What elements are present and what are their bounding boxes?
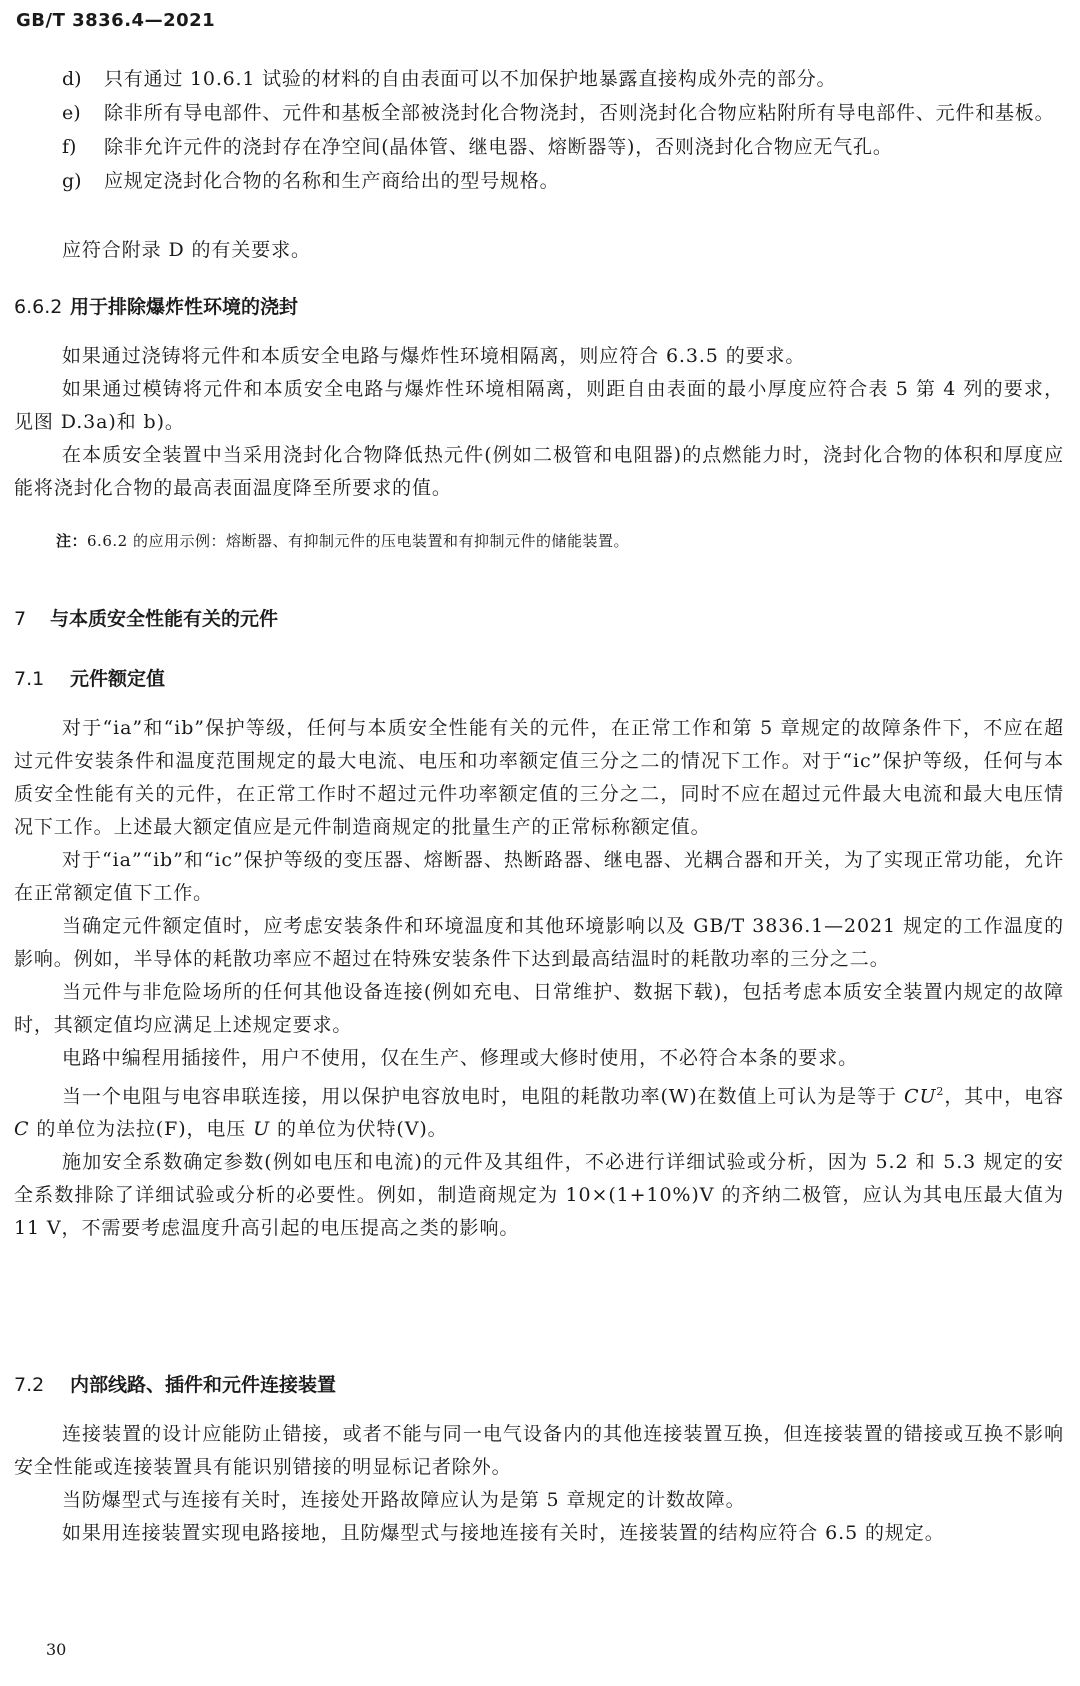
- paragraph: 施加安全系数确定参数(例如电压和电流)的元件及其组件，不必进行详细试验或分析，因为 5.2 和 5.3 规定的安全系数排除了详细试验或分析的必要性。例如，制造商规定为 10×(1+10%)V 的齐纳二极管，应认为其电压最大值为 11 V，不需要考虑温度升高引起的电压提高之类的影响。: [14, 1151, 1064, 1240]
- list-item-text: 应规定浇封化合物的名称和生产商给出的型号规格。: [104, 170, 560, 192]
- formula-text: 的单位为伏特(V)。: [270, 1118, 448, 1141]
- requirements-list: [56, 62, 1056, 198]
- paragraph: 电路中编程用插接件，用户不使用，仅在生产、修理或大修时使用，不必符合本条的要求。: [62, 1047, 859, 1069]
- section-heading-7-2: [14, 1372, 336, 1398]
- section-heading-7: [14, 606, 278, 632]
- list-marker: d): [62, 68, 82, 90]
- list-marker: e): [62, 102, 81, 124]
- section-7-1-body: [14, 712, 1064, 1245]
- section-number: 7: [14, 608, 27, 630]
- list-item: [56, 164, 1056, 198]
- paragraph: 连接装置的设计应能防止错接，或者不能与同一电气设备内的其他连接装置互换，但连接装置的错接或互换不影响安全性能或连接装置具有能识别错接的明显标记者除外。: [14, 1423, 1064, 1478]
- section-title: 与本质安全性能有关的元件: [50, 608, 279, 630]
- formula-text: 当一个电阻与电容串联连接，用以保护电容放电时，电阻的耗散功率(W)在数值上可认为是等于: [62, 1085, 905, 1108]
- formula-paragraph: [14, 1075, 1064, 1146]
- standard-code-header: GB/T 3836.4—2021: [16, 10, 216, 31]
- section-6-6-2-body: [14, 340, 1064, 505]
- annex-reference: 应符合附录 D 的有关要求。: [62, 239, 311, 261]
- list-item-text: 只有通过 10.6.1 试验的材料的自由表面可以不加保护地暴露直接构成外壳的部分。: [104, 68, 837, 90]
- section-heading-7-1: [14, 666, 165, 692]
- list-item: [56, 130, 1056, 164]
- note-text: 6.6.2 的应用示例：熔断器、有抑制元件的压电装置和有抑制元件的储能装置。: [87, 532, 629, 550]
- paragraph: 对于“ia”和“ib”保护等级，任何与本质安全性能有关的元件，在正常工作和第 5 章规定的故障条件下，不应在超过元件安装条件和温度范围规定的最大电流、电压和功率额定值三分之二的情况下工作。对于“ic”保护等级，任何与本质安全性能有关的元件，在正常工作时不超过元件功率额定值的三分之二，同时不应在超过元件最大电流和最大电压情况下工作。上述最大额定值应是元件制造商规定的批量生产的正常标称额定值。: [14, 717, 1064, 838]
- page-number: 30: [46, 1640, 67, 1659]
- formula-text: ，其中，电容: [944, 1085, 1065, 1108]
- note-label: 注：: [56, 532, 88, 550]
- paragraph: 当元件与非危险场所的任何其他设备连接(例如充电、日常维护、数据下载)，包括考虑本质安全装置内规定的故障时，其额定值均应满足上述规定要求。: [14, 981, 1064, 1036]
- paragraph: 如果通过模铸将元件和本质安全电路与爆炸性环境相隔离，则距自由表面的最小厚度应符合表 5 第 4 列的要求，见图 D.3a)和 b)。: [14, 378, 1064, 433]
- paragraph: 当确定元件额定值时，应考虑安装条件和环境温度和其他环境影响以及 GB/T 3836.1—2021 规定的工作温度的影响。例如，半导体的耗散功率应不超过在特殊安装条件下达到最高结温时的耗散功率的三分之二。: [14, 915, 1064, 970]
- list-item: [56, 96, 1056, 130]
- section-title: 用于排除爆炸性环境的浇封: [70, 296, 299, 318]
- list-item-text: 除非所有导电部件、元件和基板全部被浇封化合物浇封，否则浇封化合物应粘附所有导电部件、元件和基板。: [104, 102, 1055, 124]
- formula-text: 的单位为法拉(F)，电压: [29, 1118, 254, 1141]
- section-7-2-body: [14, 1418, 1064, 1550]
- paragraph: 对于“ia”“ib”和“ic”保护等级的变压器、熔断器、热断路器、继电器、光耦合器和开关，为了实现正常功能，允许在正常额定值下工作。: [14, 849, 1064, 904]
- section-heading-6-6-2: [14, 294, 298, 320]
- list-marker: f): [62, 136, 77, 158]
- voltage-symbol: U: [253, 1118, 271, 1141]
- list-marker: g): [62, 170, 82, 192]
- capacitance-symbol: C: [904, 1085, 920, 1108]
- paragraph: 如果通过浇铸将元件和本质安全电路与爆炸性环境相隔离，则应符合 6.3.5 的要求。: [62, 345, 806, 367]
- section-title: 内部线路、插件和元件连接装置: [70, 1374, 337, 1396]
- section-number: 6.6.2: [14, 296, 63, 318]
- paragraph: 在本质安全装置中当采用浇封化合物降低热元件(例如二极管和电阻器)的点燃能力时，浇封化合物的体积和厚度应能将浇封化合物的最高表面温度降至所要求的值。: [14, 444, 1064, 499]
- list-item-text: 除非允许元件的浇封存在净空间(晶体管、继电器、熔断器等)，否则浇封化合物应无气孔。: [104, 136, 893, 158]
- voltage-symbol: U: [919, 1085, 937, 1108]
- section-number: 7.1: [14, 668, 45, 690]
- list-item: [56, 62, 1056, 96]
- exponent: 2: [936, 1085, 945, 1098]
- paragraph: 如果用连接装置实现电路接地，且防爆型式与接地连接有关时，连接装置的结构应符合 6.5 的规定。: [62, 1522, 945, 1544]
- paragraph: 当防爆型式与连接有关时，连接处开路故障应认为是第 5 章规定的计数故障。: [62, 1489, 746, 1511]
- section-number: 7.2: [14, 1374, 45, 1396]
- capacitance-symbol: C: [14, 1118, 30, 1141]
- note: [56, 530, 1056, 552]
- section-title: 元件额定值: [70, 668, 166, 690]
